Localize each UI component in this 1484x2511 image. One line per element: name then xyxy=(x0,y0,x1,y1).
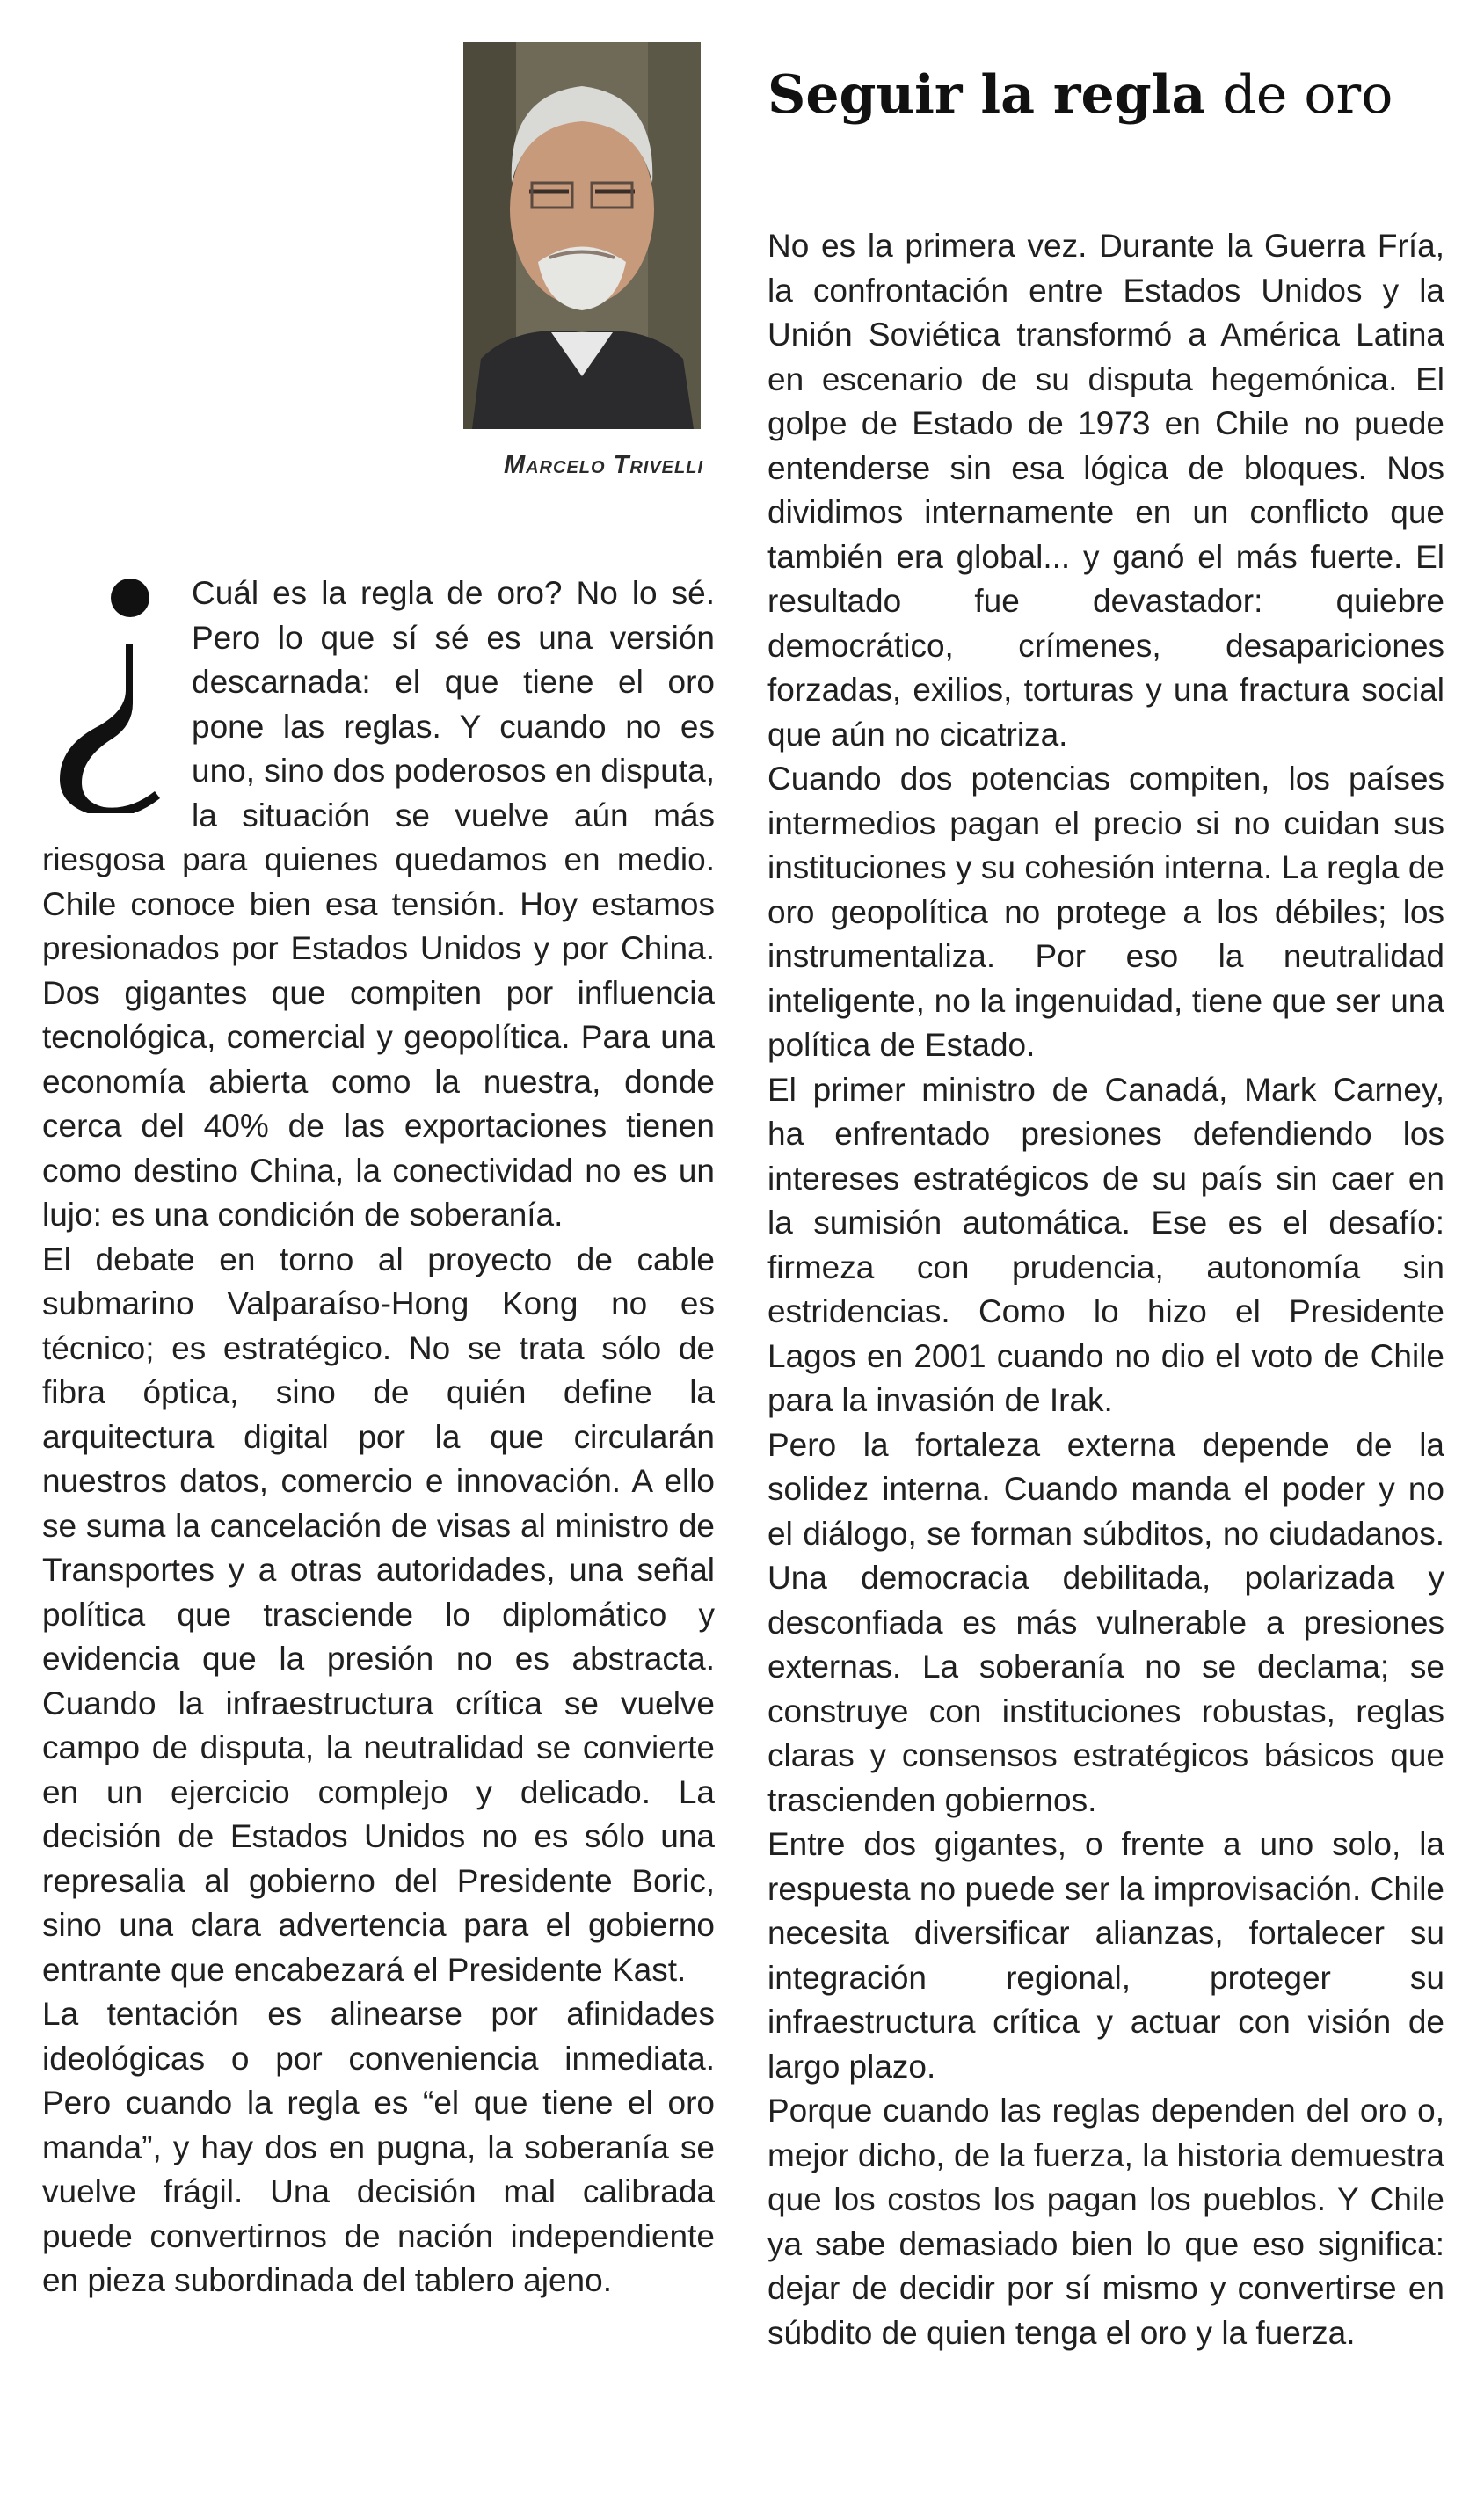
right-paragraph-5: Entre dos gigantes, o frente a uno solo, la respuesta no puede ser la improvisación. Chile necesita diversificar alianzas, fortalecer su integración regional, proteger su infraestructura crítica y actuar con visión de largo plazo. xyxy=(767,1826,1444,2085)
author-byline: Marcelo Trivelli xyxy=(503,451,703,479)
headline-rest: de oro xyxy=(1205,64,1393,126)
dropcap-question-mark xyxy=(42,571,174,813)
right-paragraph-1: No es la primera vez. Durante la Guerra Fría, la confrontación entre Estados Unidos y la Unión Soviética transformó a América Latina en escenario de su disputa hegemónica. El golpe de Estado de 1973 en Chile no puede entenderse sin esa lógica de bloques. Nos dividimos internamente en un conflicto que también era global... y ganó el más fuerte. El resultado fue devastador: quiebre democrático, crímenes, desapariciones forzadas, exilios, torturas y una fractura social que aún no cicatriza. xyxy=(767,228,1444,753)
right-paragraph-2: Cuando dos potencias compiten, los países intermedios pagan el precio si no cuidan sus instituciones y su cohesión interna. La regla de oro geopolítica no protege a los débiles; los instrumentaliza. Por eso la neutralidad inteligente, no la ingenuidad, tiene que ser una política de Estado. xyxy=(767,761,1444,1063)
right-paragraph-4: Pero la fortaleza externa depende de la solidez interna. Cuando manda el poder y no el diálogo, se forman súbditos, no ciudadanos. Una democracia debilitada, polarizada y desconfiada es más vulnerable a presiones externas. La soberanía no se declama; se construye con instituciones robustas, reglas claras y consensos estratégicos básicos que trascienden gobiernos. xyxy=(767,1426,1444,1818)
right-paragraph-6: Porque cuando las reglas dependen del oro o, mejor dicho, de la fuerza, la historia demuestra que los costos los pagan los pueblos. Y Chile ya sabe demasiado bien lo que eso significa: dejar de decidir por sí mismo y convertirse en súbdito de quien tenga el oro y la fuerza. xyxy=(767,2092,1444,2351)
right-column xyxy=(767,224,1444,2355)
left-column xyxy=(42,571,715,2304)
left-paragraph-3: La tentación es alinearse por afinidades ideológicas o por conveniencia inmediata. Pero cuando la regla es “el que tiene el oro manda”, y hay dos en pugna, la soberanía se vuelve frágil. Una decisión mal calibrada puede convertirnos de nación independiente en pieza subordinada del tablero ajeno. xyxy=(42,1996,715,2298)
headline-bold: Seguir la regla xyxy=(767,64,1206,126)
author-portrait-illustration xyxy=(463,42,701,429)
author-photo xyxy=(463,42,701,429)
dropcap xyxy=(42,571,174,813)
article-headline xyxy=(767,56,1444,134)
right-paragraph-3: El primer ministro de Canadá, Mark Carney, ha enfrentado presiones defendiendo los intereses estratégicos de su país sin caer en la sumisión automática. Ese es el desafío: firmeza con prudencia, autonomía sin estridencias. Como lo hizo el Presidente Lagos en 2001 cuando no dio el voto de Chile para la invasión de Irak. xyxy=(767,1071,1444,1418)
left-paragraph-2: El debate en torno al proyecto de cable submarino Valparaíso-Hong Kong no es técnico; es estratégico. No se trata sólo de fibra óptica, sino de quién define la arquitectura digital por la que circularán nuestros datos, comercio e innovación. A ello se suma la cancelación de visas al ministro de Transportes y a otras autoridades, una señal política que trasciende lo diplomático y evidencia que la presión no es abstracta. Cuando la infraestructura crítica se vuelve campo de disputa, la neutralidad se convierte en un ejercicio complejo y delicado. La decisión de Estados Unidos no es sólo una represalia al gobierno del Presidente Boric, sino una clara advertencia para el gobierno entrante que encabezará el Presidente Kast. xyxy=(42,1241,715,1988)
left-paragraph-1: Cuál es la regla de oro? No lo sé. Pero lo que sí sé es una versión descarnada: el que tiene el oro pone las reglas. Y cuando no es uno, sino dos poderosos en disputa, la situación se vuelve aún más riesgosa para quienes quedamos en medio. Chile conoce bien esa tensión. Hoy estamos presionados por Estados Unidos y por China. Dos gigantes que compiten por influencia tecnológica, comercial y geopolítica. Para una economía abierta como la nuestra, donde cerca del 40% de las exportaciones tienen como destino China, la conectividad no es un lujo: es una condición de soberanía. xyxy=(42,575,715,1233)
